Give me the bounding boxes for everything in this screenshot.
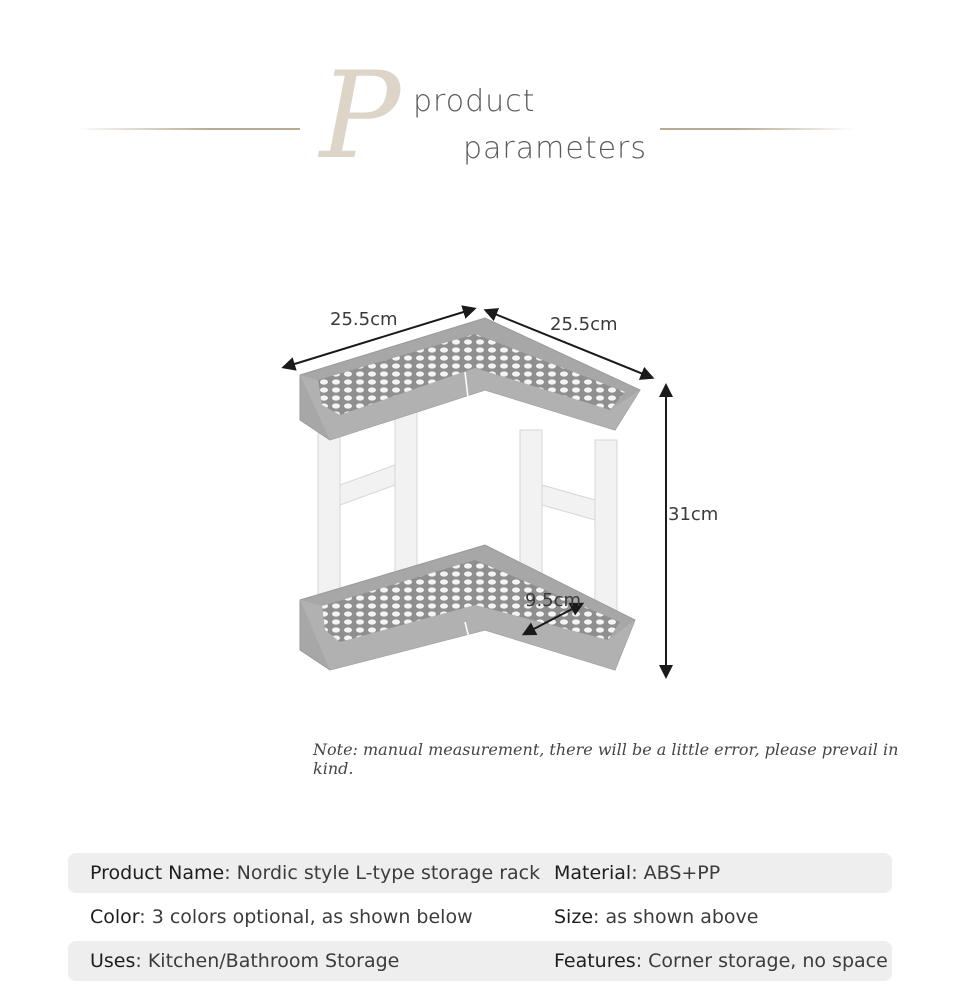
param-value: : Corner storage, no space	[635, 950, 888, 972]
param-value: : ABS+PP	[631, 862, 721, 884]
dimension-label-top-left: 25.5cm	[330, 309, 398, 330]
param-product-name	[90, 853, 540, 893]
dimension-label-top-right: 25.5cm	[550, 314, 618, 335]
param-key: Size	[554, 906, 594, 928]
param-key: Features	[554, 950, 636, 972]
corner-rack-illustration	[270, 290, 719, 710]
header-title-line1: product	[413, 84, 536, 119]
header-divider-right	[660, 128, 855, 130]
param-key: Product Name	[90, 862, 225, 884]
dimension-label-height: 31cm	[668, 504, 719, 525]
param-key: Material	[554, 862, 632, 884]
param-value: : as shown above	[593, 906, 759, 928]
param-value: : 3 colors optional, as shown below	[139, 906, 473, 928]
measurement-note: Note: manual measurement, there will be a little error, please prevail in kind.	[313, 740, 899, 778]
top-shelf	[300, 318, 640, 440]
param-material	[554, 853, 720, 893]
parameters-row	[68, 941, 892, 981]
param-value: : Kitchen/Bathroom Storage	[135, 950, 400, 972]
param-key: Color	[90, 906, 140, 928]
bottom-shelf	[300, 545, 635, 670]
parameters-row	[68, 897, 892, 937]
param-uses	[90, 941, 399, 981]
param-size	[554, 897, 759, 937]
header-title-line2: parameters	[463, 131, 648, 166]
parameters-table	[68, 853, 892, 985]
param-features	[554, 941, 888, 981]
param-value: : Nordic style L-type storage rack	[224, 862, 541, 884]
parameters-row	[68, 853, 892, 893]
product-diagram	[270, 290, 719, 710]
decorative-letter-logo: P	[319, 47, 401, 186]
param-key: Uses	[90, 950, 136, 972]
dimension-label-depth: 9.5cm	[525, 590, 582, 611]
section-header	[0, 0, 960, 200]
param-color	[90, 897, 473, 937]
header-divider-left	[75, 128, 300, 130]
